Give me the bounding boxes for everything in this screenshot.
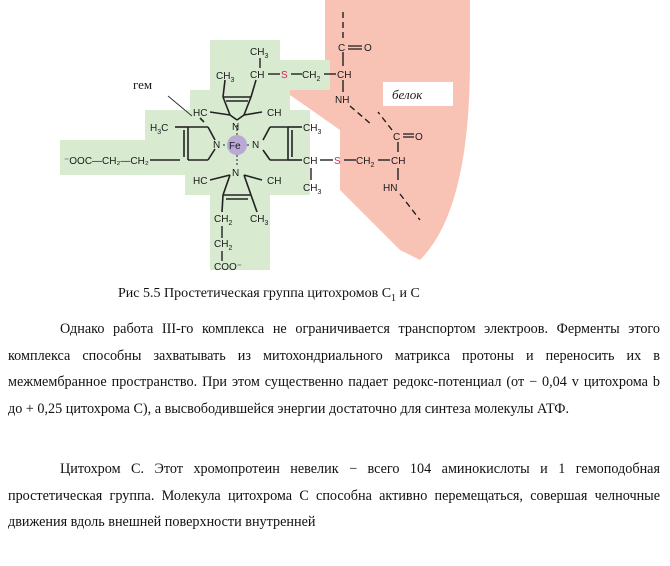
- top-carbonyl-c: C: [338, 43, 346, 54]
- left-nitrogen: N: [213, 140, 221, 151]
- top-left-hc: HC: [193, 108, 208, 119]
- top-right-ch3-group: $CH_3$: [250, 47, 269, 60]
- top-ch-group: CH: [250, 70, 265, 81]
- protein-label: белок: [392, 87, 423, 102]
- top-ch3-group: $CH_3$: [216, 71, 235, 84]
- heme-region: [60, 40, 330, 270]
- top-sulfur: S: [281, 70, 288, 81]
- right-hn-group: HN: [383, 183, 398, 194]
- right-lower-ch3-group: $CH_3$: [303, 183, 322, 196]
- figure-caption: Рис 5.5 Простетическая группа цитохромов $С_1$ и С: [118, 286, 420, 304]
- right-ch3-group: $CH_3$: [303, 123, 322, 136]
- right-carbonyl-o: O: [415, 132, 423, 143]
- left-h3c-group: $H_3C$: [150, 123, 169, 136]
- top-carbonyl-o: O: [364, 43, 372, 54]
- top-nitrogen: N: [232, 122, 240, 133]
- paragraph-complex-iii: Однако работа III-го комплекса не ограничивается транспортом электроов. Ферменты этого комплекса способны захватывать из митохондриального матрикса протоны и переносить их в межмембранное пространство. При этом существенно падает редокс-потенциал (от − 0,04 v цитохрома b до + 0,25 цитохрома С), а высвободившейся энергии достаточно для синтеза молекулы АТФ.: [8, 321, 660, 417]
- left-propionate-chain: ⁻OOC—CH₂—CH₂: [64, 156, 149, 167]
- bottom-right-ch: CH: [267, 176, 282, 187]
- paragraph-cytochrome-c: Цитохром С. Этот хромопротеин невелик − всего 104 аминокислоты и 1 гемоподобная простетическая группа. Молекула цитохрома С способна активно перемещаться, совершая челночные движения вдоль внешней поверхности внутренней: [8, 461, 660, 530]
- bottom-carboxylate: COO⁻: [214, 262, 243, 273]
- heme-structure-diagram: [0, 0, 670, 280]
- right-nitrogen: N: [252, 140, 260, 151]
- bottom-nitrogen: N: [232, 168, 240, 179]
- bottom-left-hc: HC: [193, 176, 208, 187]
- heme-label: гем: [133, 77, 153, 92]
- top-right-ch: CH: [267, 108, 282, 119]
- iron-atom-label: Fe: [229, 141, 241, 152]
- bottom-ch2-group-2: $CH_2$: [214, 239, 233, 252]
- right-ch2-group: $CH_2$: [356, 156, 375, 169]
- top-protein-ch: CH: [337, 70, 352, 81]
- right-carbonyl-c: C: [393, 132, 401, 143]
- top-ch2-group: $CH_2$: [302, 70, 321, 83]
- top-nh-group: NH: [335, 95, 350, 106]
- bottom-ch3-group: $CH_3$: [250, 214, 269, 227]
- right-protein-ch: CH: [391, 156, 406, 167]
- right-sulfur: S: [334, 156, 341, 167]
- right-ch-group: CH: [303, 156, 318, 167]
- bottom-ch2-group-1: $CH_2$: [214, 214, 233, 227]
- figure-heme-cytochrome: [0, 0, 670, 280]
